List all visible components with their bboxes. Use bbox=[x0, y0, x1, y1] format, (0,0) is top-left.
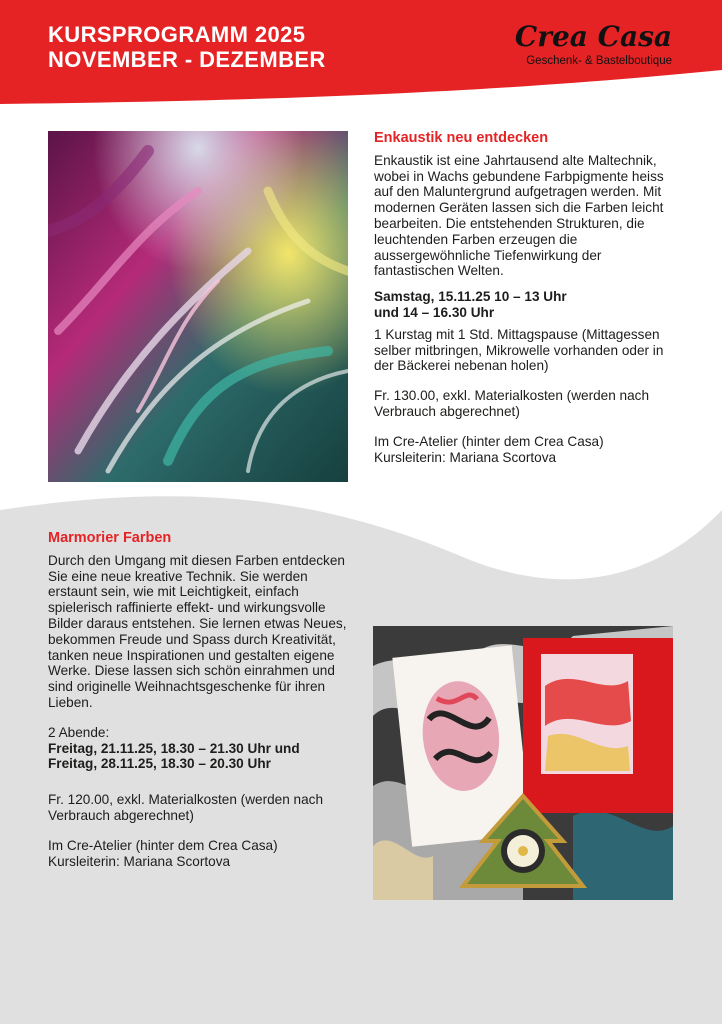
logo-tagline: Geschenk- & Bastelboutique bbox=[526, 55, 672, 67]
course-price: Fr. 120.00, exkl. Materialkosten (werden nach Verbrauch abgerechnet) bbox=[48, 792, 324, 823]
course-date-line-2: Freitag, 28.11.25, 18.30 – 20.30 Uhr bbox=[48, 756, 271, 772]
course-date-line-2: und 14 – 16.30 Uhr bbox=[374, 304, 495, 320]
course-location: Im Cre-Atelier (hinter dem Crea Casa) bbox=[374, 433, 604, 449]
course-sessions-label: 2 Abende: bbox=[48, 724, 110, 740]
course-title: Enkaustik neu entdecken bbox=[374, 130, 549, 146]
title-line-2: NOVEMBER - DEZEMBER bbox=[48, 47, 326, 72]
logo-name: Crea Casa bbox=[514, 20, 672, 53]
course-schedule-note: 1 Kurstag mit 1 Std. Mittagspause (Mittagessen selber mitbringen, Mikrowelle vorhanden oder in der Bäckerei nebenan holen) bbox=[374, 326, 664, 374]
course-marbling bbox=[48, 531, 358, 869]
course-title: Marmorier Farben bbox=[48, 530, 172, 546]
brand-logo[interactable] bbox=[515, 22, 672, 68]
course-description: Enkaustik ist eine Jahrtausend alte Maltechnik, wobei in Wachs gebundene Farbpigmente heiss auf den Maluntergrund aufgetragen werden. Mit modernen Geräten lassen sich die Farben leicht bearbeiten. Die entstehenden Strukturen, die leuchtenden Farben erzeugen die aussergewöhnliche Tiefenwirkung der fantastischen Welten. bbox=[374, 152, 664, 279]
course-date-line-1: Freitag, 21.11.25, 18.30 – 21.30 Uhr und bbox=[48, 740, 300, 756]
course-description: Durch den Umgang mit diesen Farben entdecken Sie eine neue kreative Technik. Sie werden erstaunt sein, wie mit Leichtigkeit, einfach spielerisch raffinierte effekt- und wirkungsvolle Bilder daraus entstehen. Sie lernen etwas Neues, bekommen Freude und Spass durch Kreativität, tanken neue Inspirationen und gestalten eigene Werke. Diese lassen sich schön einrahmen und sind originelle Weihnachtsgeschenke für ihren Lieben. bbox=[48, 552, 347, 710]
marbling-cards-image bbox=[373, 626, 673, 900]
course-date-line-1: Samstag, 15.11.25 10 – 13 Uhr bbox=[374, 289, 567, 305]
course-encaustic bbox=[374, 131, 680, 465]
course-instructor: Kursleiterin: Mariana Scortova bbox=[48, 853, 231, 869]
course-location: Im Cre-Atelier (hinter dem Crea Casa) bbox=[48, 837, 278, 853]
title-line-1: KURSPROGRAMM 2025 bbox=[48, 22, 306, 47]
page-title bbox=[48, 22, 326, 72]
encaustic-artwork-image bbox=[48, 131, 348, 482]
course-instructor: Kursleiterin: Mariana Scortova bbox=[374, 449, 557, 465]
course-price: Fr. 130.00, exkl. Materialkosten (werden nach Verbrauch abgerechnet) bbox=[374, 388, 650, 419]
